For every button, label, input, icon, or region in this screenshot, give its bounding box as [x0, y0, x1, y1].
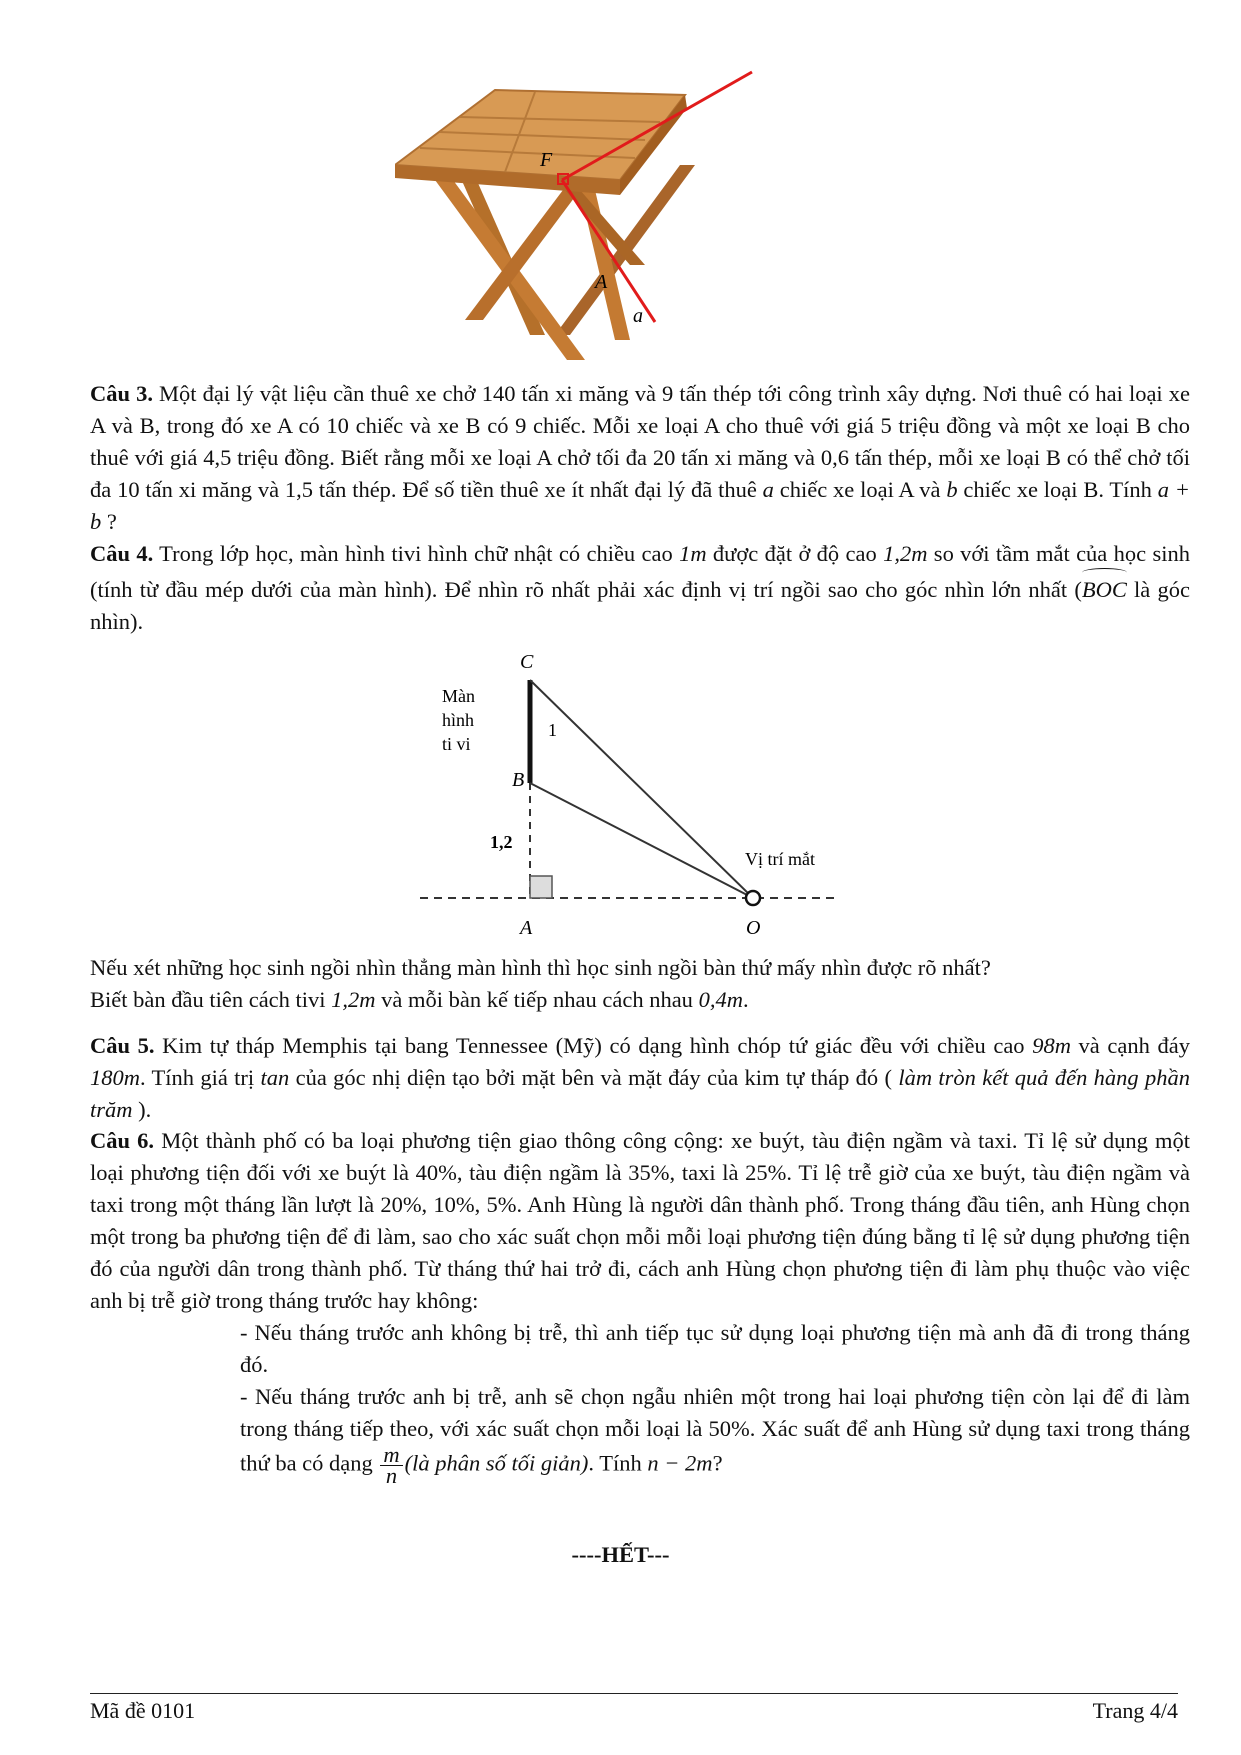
q4b-text3: . [742, 987, 749, 1012]
frac-num: m [380, 1445, 402, 1466]
question-6 [90, 1125, 1190, 1486]
q6-paren: (là phân số tối giản) [404, 1450, 589, 1476]
q4b-line1: Nếu xét những học sinh ngồi nhìn thẳng màn hình thì học sinh ngồi bàn thứ mấy nhìn được rõ nhất? [90, 955, 991, 980]
q6-text1: Một thành phố có ba loại phương tiện giao thông công cộng: xe buýt, tàu điện ngầm và taxi. Tỉ lệ sử dụng một loại phương tiện đối với xe buýt là 40%, tàu điện ngầm là 35%, taxi là 25%. Tỉ lệ trễ giờ của xe buýt, tàu điện ngầm và taxi trong một tháng lần lượt là 20%, 10%, 5%. Anh Hùng là người dân thành phố. Trong tháng đầu tiên, anh Hùng chọn một trong ba phương tiện để đi làm, sao cho xác suất chọn mỗi mỗi loại phương tiện đúng bằng tỉ lệ sử dụng phương tiện đó của người dân trong thành phố. Từ tháng thứ hai trở đi, cách anh Hùng chọn phương tiện đi làm phụ thuộc vào việc anh bị trễ giờ trong tháng trước hay không: [90, 1128, 1191, 1313]
frac-den: n [385, 1463, 398, 1488]
q4-val2: 1,2m [883, 541, 928, 566]
question-3 [90, 378, 1190, 538]
q6-bullet2: - Nếu tháng trước anh bị trễ, anh sẽ chọn ngẫu nhiên một trong hai loại phương tiện còn lại để đi làm trong tháng tiếp theo, với xác suất chọn mỗi loại là 50%. Xác suất để anh Hùng sử dụng taxi trong tháng thứ ba có dạng [240, 1384, 1190, 1476]
angle-boc: BOC [1082, 570, 1127, 606]
q3-text4: ? [101, 509, 117, 534]
q5-note: làm tròn kết quả đến hàng phần trăm [90, 1065, 1191, 1122]
q4b-val2: 0,4m [698, 987, 743, 1012]
q4-text1: Trong lớp học, màn hình tivi hình chữ nhật có chiều cao [153, 541, 680, 566]
q4-val1: 1m [679, 541, 707, 566]
footer-divider [90, 1693, 1178, 1694]
q4b-val1: 1,2m [331, 987, 376, 1012]
q3-var-a: a [762, 477, 774, 502]
q3-text1: Một đại lý vật liệu cần thuê xe chở 140 tấn xi măng và 9 tấn thép tới công trình xây dựng. Nơi thuê có hai loại xe A và B, trong đó xe A có 10 chiếc và xe B có 9 chiếc. Mỗi xe loại A cho thuê với giá 5 triệu đồng và một xe loại B cho thuê với giá 4,5 triệu đồng. Biết rằng mỗi xe loại A chở tối đa 20 tấn xi măng và 0,6 tấn thép, mỗi xe loại B có thể chở tối đa 10 tấn xi măng và 1,5 tấn thép. Để số tiền thuê xe ít nhất đại lý đã thuê [90, 381, 1190, 502]
q4-title: Câu 4. [90, 541, 154, 566]
q4-text4: là góc nhìn). [90, 577, 1190, 634]
question-4 [90, 538, 1190, 638]
q5-text1: Kim tự tháp Memphis tại bang Tennessee (Mỹ) có dạng hình chóp tứ giác đều với chiều cao [154, 1033, 1033, 1058]
q5-title: Câu 5. [90, 1033, 155, 1058]
q5-val2: 180m [90, 1065, 140, 1090]
label-a: a [633, 305, 643, 327]
question-5 [90, 1030, 1190, 1126]
q6-end: ? [712, 1450, 723, 1476]
label-C: C [520, 651, 534, 673]
screen-label-2: hình [442, 710, 475, 730]
q5-text4: của góc nhị diện tạo bởi mặt bên và mặt đáy của kim tự tháp đó ( [289, 1065, 899, 1090]
q5-text3: . Tính giá trị [140, 1065, 261, 1090]
question-4-continued [90, 952, 1190, 1016]
q3-expr: a + b [90, 477, 1190, 534]
label-F: F [540, 149, 553, 171]
q4b-text1: Biết bàn đầu tiên cách tivi [90, 987, 332, 1012]
height-length: 1,2 [490, 832, 513, 852]
fraction-m-n [380, 1442, 402, 1488]
page-number: Trang 4/4 [1092, 1698, 1178, 1723]
screen-length: 1 [548, 720, 557, 740]
q3-title: Câu 3. [90, 381, 153, 406]
q5-text5: ). [132, 1097, 152, 1122]
q4-text2: được đặt ở độ cao [706, 541, 884, 566]
q4-text3: so với tầm mắt của học sinh (tính từ đầu mép dưới của màn hình). Để nhìn rõ nhất phải xác định vị trí ngồi sao cho góc nhìn lớn nhất ( [90, 541, 1190, 602]
q5-text2: và cạnh đáy [1070, 1033, 1191, 1058]
q6-bullet1: - Nếu tháng trước anh không bị trễ, thì anh tiếp tục sử dụng loại phương tiện mà anh đã đi trong tháng đó. [240, 1320, 1190, 1377]
q3-text3: chiếc xe loại B. Tính [957, 477, 1158, 502]
label-A: A [595, 271, 608, 293]
exam-code: Mã đề 0101 [90, 1698, 196, 1723]
q6-expr: n − 2m [647, 1450, 713, 1476]
screen-label-3: ti vi [442, 734, 471, 754]
q3-text2: chiếc xe loại A và [773, 477, 947, 502]
tv-angle-diagram [420, 650, 840, 950]
label-A: A [520, 917, 533, 939]
q4b-text2: và mỗi bàn kế tiếp nhau cách nhau [375, 987, 699, 1012]
q6-title: Câu 6. [90, 1128, 155, 1153]
end-mark: ----HẾT--- [571, 1542, 670, 1567]
q5-val3: tan [260, 1065, 290, 1090]
label-O: O [746, 917, 761, 939]
table-figure [395, 70, 855, 370]
q5-val1: 98m [1032, 1033, 1071, 1058]
screen-label-1: Màn [442, 686, 475, 706]
q3-var-b: b [946, 477, 958, 502]
label-B: B [512, 769, 525, 791]
eye-position-label: Vị trí mắt [745, 849, 815, 869]
q6-text-calc: . Tính [588, 1450, 648, 1476]
